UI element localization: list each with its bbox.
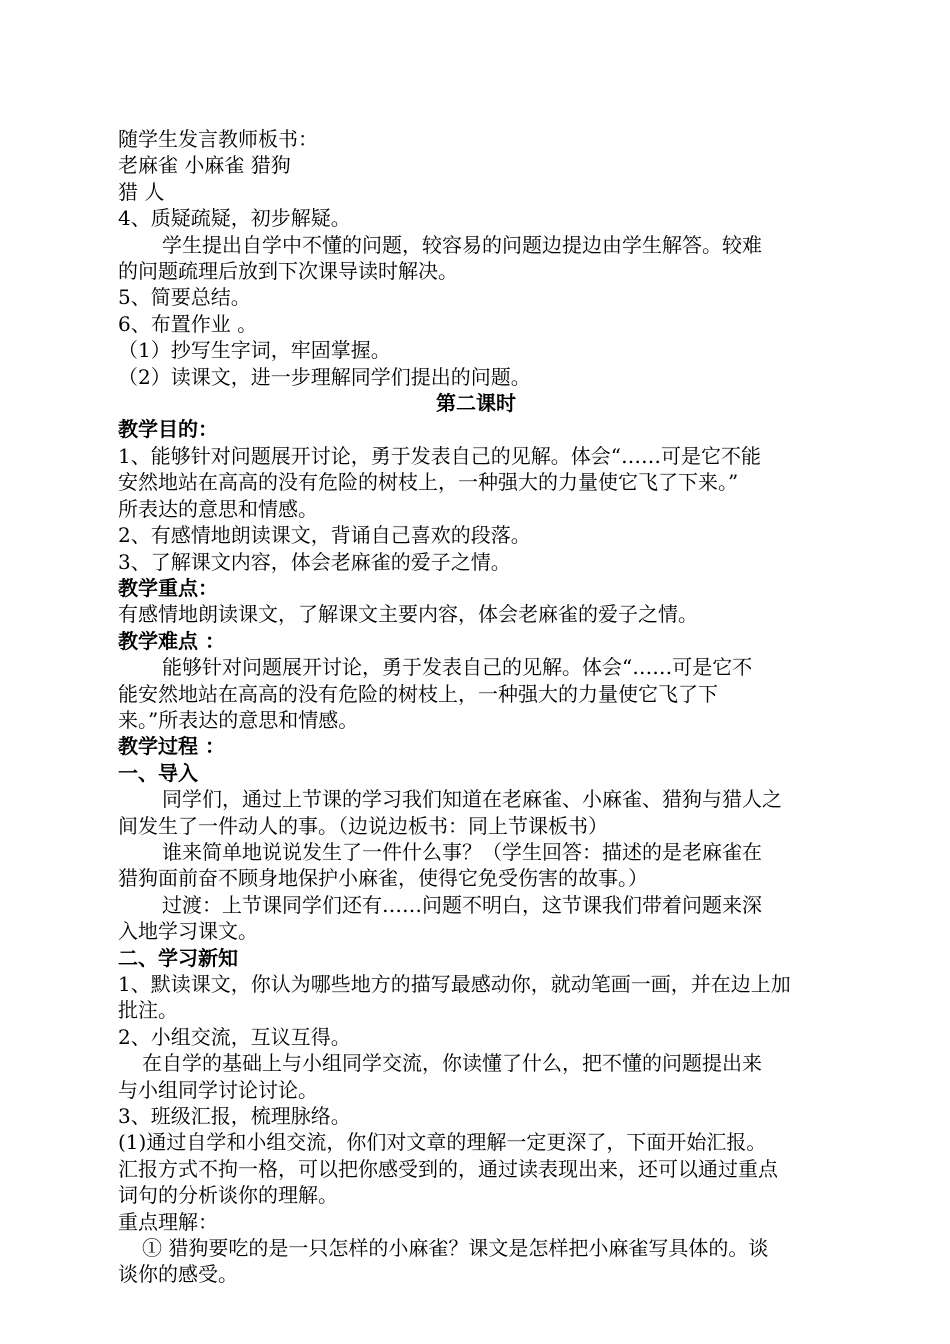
text-line: 批注。 bbox=[118, 998, 178, 1023]
text-line: （2）读课文，进一步理解同学们提出的问题。 bbox=[118, 364, 531, 389]
text-line: 1、默读课文，你认为哪些地方的描写最感动你，就动笔画一画，并在边上加 bbox=[118, 972, 791, 996]
text-line: (1)通过自学和小组交流，你们对文章的理解一定更深了，下面开始汇报。 bbox=[118, 1130, 767, 1155]
heading: 教学重点： bbox=[118, 575, 218, 600]
text-line: 词句的分析谈你的理解。 bbox=[118, 1183, 338, 1208]
text-line: 与小组同学讨论讨论。 bbox=[118, 1077, 318, 1102]
text-line: 5、简要总结。 bbox=[118, 285, 251, 310]
text-line: 老麻雀 小麻雀 猎狗 bbox=[118, 153, 291, 178]
text-line: 入地学习课文。 bbox=[118, 919, 258, 944]
text-line: 谁来简单地说说发生了一件什么事？（学生回答：描述的是老麻雀在 bbox=[162, 839, 762, 864]
heading: 教学难点 ： bbox=[118, 628, 225, 653]
text-line: 同学们，通过上节课的学习我们知道在老麻雀、小麻雀、猎狗与猎人之 bbox=[162, 787, 782, 812]
text-line: 谈你的感受。 bbox=[118, 1262, 238, 1287]
text-line: 学生提出自学中不懂的问题，较容易的问题边提边由学生解答。较难 bbox=[162, 232, 762, 257]
text-line: 能够针对问题展开讨论，勇于发表自己的见解。体会“……可是它不 bbox=[162, 655, 753, 680]
text-line: 所表达的意思和情感。 bbox=[118, 496, 318, 521]
text-line: 随学生发言教师板书： bbox=[118, 127, 318, 151]
text-line: 能安然地站在高高的没有危险的树枝上，一种强大的力量使它飞了下 bbox=[118, 681, 718, 706]
heading: 教学目的： bbox=[118, 417, 218, 442]
text-line: 4、质疑疏疑，初步解疑。 bbox=[118, 206, 351, 231]
text-line: ① 猎狗要吃的是一只怎样的小麻雀？课文是怎样把小麻雀写具体的。谈 bbox=[142, 1236, 769, 1261]
text-line: 在自学的基础上与小组同学交流，你读懂了什么，把不懂的问题提出来 bbox=[142, 1051, 762, 1076]
text-line: （1）抄写生字词，牢固掌握。 bbox=[118, 338, 391, 363]
text-line: 有感情地朗读课文，了解课文主要内容，体会老麻雀的爱子之情。 bbox=[118, 602, 698, 627]
text-line: 猎 人 bbox=[118, 179, 165, 204]
text-line: 3、了解课文内容，体会老麻雀的爱子之情。 bbox=[118, 549, 511, 574]
text-line: 1、能够针对问题展开讨论，勇于发表自己的见解。体会“……可是它不能 bbox=[118, 443, 761, 468]
text-line: 2、有感情地朗读课文，背诵自己喜欢的段落。 bbox=[118, 523, 531, 548]
text-line: 3、班级汇报，梳理脉络。 bbox=[118, 1104, 351, 1129]
text-line: 猎狗面前奋不顾身地保护小麻雀，使得它免受伤害的故事。） bbox=[118, 866, 648, 891]
text-line: 来。”所表达的意思和情感。 bbox=[118, 707, 359, 732]
heading: 二、学习新知 bbox=[118, 945, 238, 970]
text-line: 6、布置作业 。 bbox=[118, 311, 258, 336]
heading: 教学过程 ： bbox=[118, 734, 225, 759]
text-line: 间发生了一件动人的事。（边说边板书：同上节课板书） bbox=[118, 813, 608, 838]
document-page bbox=[118, 126, 834, 1288]
text-line: 过渡：上节课同学们还有……问题不明白，这节课我们带着问题来深 bbox=[162, 892, 762, 917]
text-line: 安然地站在高高的没有危险的树枝上，一种强大的力量使它飞了下来。” bbox=[118, 470, 739, 495]
text-line: 汇报方式不拘一格，可以把你感受到的，通过读表现出来，还可以通过重点 bbox=[118, 1156, 778, 1181]
heading: 一、导入 bbox=[118, 760, 198, 785]
section-title: 第二课时 bbox=[436, 391, 516, 416]
text-line: 的问题疏理后放到下次课导读时解决。 bbox=[118, 259, 458, 284]
text-line: 重点理解： bbox=[118, 1209, 218, 1234]
text-line: 2、小组交流，互议互得。 bbox=[118, 1024, 351, 1049]
